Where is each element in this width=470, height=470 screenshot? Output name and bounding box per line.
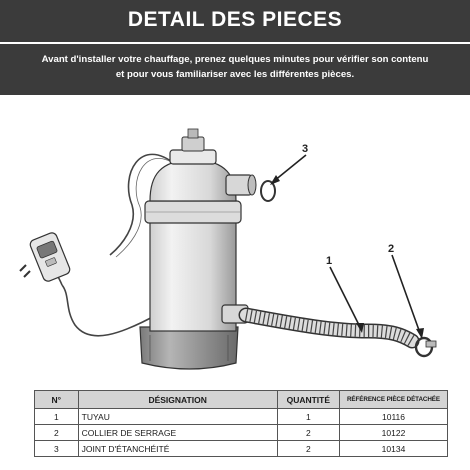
callout-1: 1: [326, 255, 333, 267]
page-title: DETAIL DES PIECES: [127, 8, 343, 31]
header-reference: RÉFÉRENCE PIÈCE DÉTACHÉE: [339, 391, 447, 409]
row-number: 3: [35, 441, 79, 457]
parts-table: [34, 390, 448, 457]
header-quantity: QUANTITÉ: [277, 391, 339, 409]
callout-arrows: [270, 155, 424, 339]
table-row: [35, 425, 448, 441]
heater-unit: [140, 129, 256, 369]
heater-parts-illustration: [0, 95, 470, 385]
header-banner: [0, 0, 470, 95]
row-reference: 10116: [339, 409, 447, 425]
rcd-plug: [20, 231, 71, 282]
table-row: [35, 441, 448, 457]
row-reference: 10134: [339, 441, 447, 457]
row-quantity: 1: [277, 409, 339, 425]
row-quantity: 2: [277, 441, 339, 457]
row-designation: JOINT D'ÉTANCHÉITÉ: [78, 441, 277, 457]
row-reference: 10122: [339, 425, 447, 441]
header-divider: [0, 42, 470, 44]
callout-3: 3: [302, 143, 309, 155]
intro-text: [6, 52, 464, 82]
intro-line-2: et pour vous familiariser avec les différentes pièces.: [115, 69, 355, 80]
seal-o-ring: [261, 181, 275, 201]
table-row: [35, 409, 448, 425]
row-designation: COLLIER DE SERRAGE: [78, 425, 277, 441]
row-number: 1: [35, 409, 79, 425]
row-number: 2: [35, 425, 79, 441]
row-quantity: 2: [277, 425, 339, 441]
hose-clamp: [416, 338, 436, 356]
header-designation: DÉSIGNATION: [78, 391, 277, 409]
table-header-row: [35, 391, 448, 409]
callout-2: 2: [388, 243, 395, 255]
row-designation: TUYAU: [78, 409, 277, 425]
corrugated-hose: [246, 315, 412, 341]
header-number: N°: [35, 391, 79, 409]
intro-line-1: Avant d'installer votre chauffage, prenez quelques minutes pour vérifier son contenu: [41, 54, 429, 65]
